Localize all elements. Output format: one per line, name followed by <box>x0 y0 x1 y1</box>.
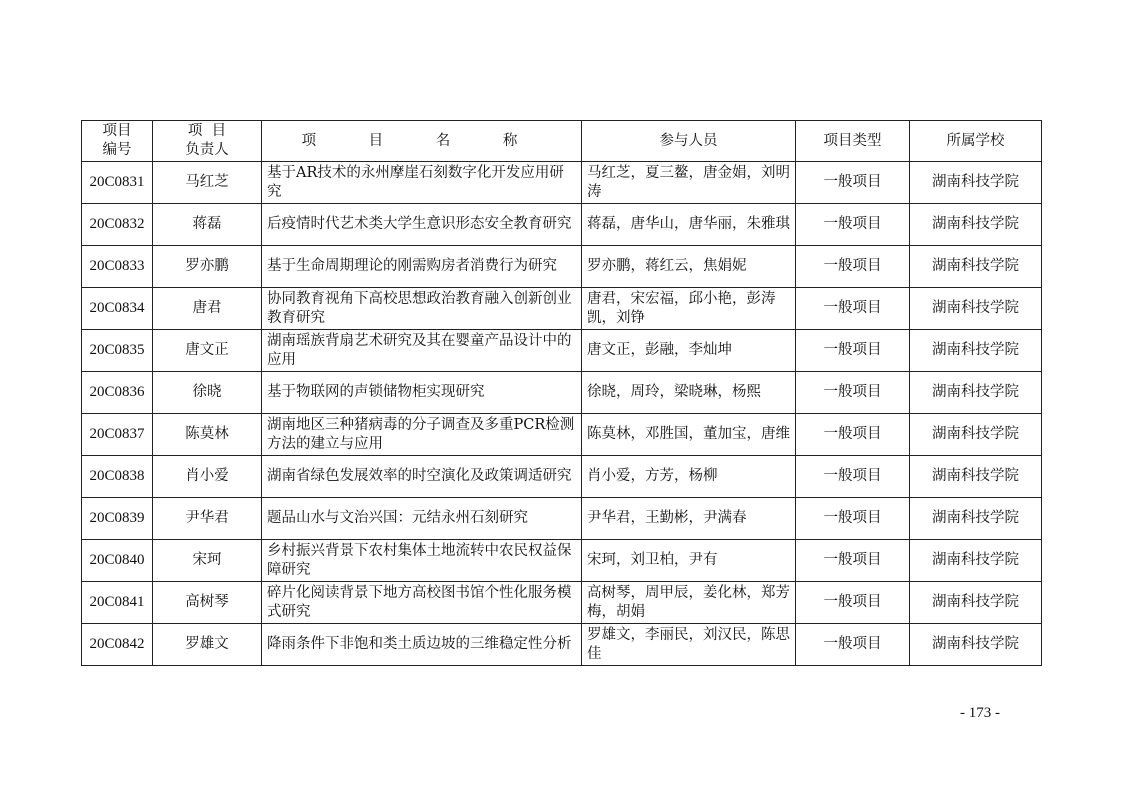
cell-members: 蒋磊，唐华山，唐华丽，朱雅琪 <box>582 204 796 246</box>
cell-project-code: 20C0832 <box>82 204 153 246</box>
cell-school: 湖南科技学院 <box>910 624 1042 666</box>
cell-project-leader: 蒋磊 <box>153 204 262 246</box>
cell-project-type: 一般项目 <box>796 162 910 204</box>
header-project-leader-line2: 负责人 <box>185 142 229 158</box>
cell-project-name: 后疫情时代艺术类大学生意识形态安全教育研究 <box>262 204 582 246</box>
cell-project-type: 一般项目 <box>796 204 910 246</box>
cell-project-type: 一般项目 <box>796 624 910 666</box>
cell-school: 湖南科技学院 <box>910 204 1042 246</box>
cell-members: 马红芝，夏三鳌，唐金娟，刘明涛 <box>582 162 796 204</box>
cell-school: 湖南科技学院 <box>910 414 1042 456</box>
cell-members: 罗亦鹏，蒋红云，焦娟妮 <box>582 246 796 288</box>
table-row <box>82 372 1042 414</box>
header-project-type: 项目类型 <box>796 121 910 162</box>
header-members: 参与人员 <box>582 121 796 162</box>
cell-project-type: 一般项目 <box>796 372 910 414</box>
table-body <box>82 162 1042 666</box>
cell-project-code: 20C0835 <box>82 330 153 372</box>
cell-project-leader: 高树琴 <box>153 582 262 624</box>
cell-project-type: 一般项目 <box>796 540 910 582</box>
header-project-leader <box>153 121 262 162</box>
cell-members: 罗雄文，李丽民，刘汉民，陈思佳 <box>582 624 796 666</box>
cell-project-name: 基于AR技术的永州摩崖石刻数字化开发应用研究 <box>262 162 582 204</box>
cell-project-leader: 陈莫林 <box>153 414 262 456</box>
header-school: 所属学校 <box>910 121 1042 162</box>
cell-project-name: 乡村振兴背景下农村集体土地流转中农民权益保障研究 <box>262 540 582 582</box>
cell-project-name: 降雨条件下非饱和类土质边坡的三维稳定性分析 <box>262 624 582 666</box>
table-row <box>82 414 1042 456</box>
cell-project-type: 一般项目 <box>796 456 910 498</box>
table-row <box>82 456 1042 498</box>
cell-project-leader: 徐晓 <box>153 372 262 414</box>
cell-project-code: 20C0831 <box>82 162 153 204</box>
cell-project-type: 一般项目 <box>796 330 910 372</box>
header-project-leader-line1: 项 目 <box>187 123 227 139</box>
cell-project-name: 基于生命周期理论的刚需购房者消费行为研究 <box>262 246 582 288</box>
table-row <box>82 330 1042 372</box>
cell-project-code: 20C0834 <box>82 288 153 330</box>
cell-school: 湖南科技学院 <box>910 582 1042 624</box>
project-table <box>81 120 1042 666</box>
cell-project-leader: 宋珂 <box>153 540 262 582</box>
cell-members: 宋珂，刘卫柏，尹有 <box>582 540 796 582</box>
cell-project-name: 基于物联网的声锁储物柜实现研究 <box>262 372 582 414</box>
cell-members: 唐君，宋宏福，邱小艳，彭涛凯，刘铮 <box>582 288 796 330</box>
cell-project-code: 20C0833 <box>82 246 153 288</box>
page-number: - 173 - <box>960 705 1000 721</box>
cell-project-leader: 肖小爱 <box>153 456 262 498</box>
cell-project-type: 一般项目 <box>796 498 910 540</box>
cell-project-leader: 罗亦鹏 <box>153 246 262 288</box>
cell-project-name: 题品山水与文治兴国：元结永州石刻研究 <box>262 498 582 540</box>
table-header-row <box>82 121 1042 162</box>
cell-project-leader: 尹华君 <box>153 498 262 540</box>
cell-project-name: 湖南地区三种猪病毒的分子调查及多重PCR检测方法的建立与应用 <box>262 414 582 456</box>
cell-school: 湖南科技学院 <box>910 456 1042 498</box>
cell-school: 湖南科技学院 <box>910 330 1042 372</box>
cell-project-type: 一般项目 <box>796 246 910 288</box>
cell-project-type: 一般项目 <box>796 288 910 330</box>
cell-project-name: 协同教育视角下高校思想政治教育融入创新创业教育研究 <box>262 288 582 330</box>
cell-project-leader: 罗雄文 <box>153 624 262 666</box>
cell-school: 湖南科技学院 <box>910 246 1042 288</box>
cell-project-code: 20C0838 <box>82 456 153 498</box>
cell-project-code: 20C0839 <box>82 498 153 540</box>
cell-project-code: 20C0837 <box>82 414 153 456</box>
cell-school: 湖南科技学院 <box>910 498 1042 540</box>
cell-project-leader: 唐文正 <box>153 330 262 372</box>
cell-project-code: 20C0840 <box>82 540 153 582</box>
cell-project-name: 碎片化阅读背景下地方高校图书馆个性化服务模式研究 <box>262 582 582 624</box>
table-row <box>82 540 1042 582</box>
table-row <box>82 162 1042 204</box>
table-row <box>82 288 1042 330</box>
table-row <box>82 498 1042 540</box>
cell-members: 唐文正，彭融，李灿坤 <box>582 330 796 372</box>
cell-project-type: 一般项目 <box>796 414 910 456</box>
cell-project-code: 20C0836 <box>82 372 153 414</box>
cell-school: 湖南科技学院 <box>910 288 1042 330</box>
cell-school: 湖南科技学院 <box>910 162 1042 204</box>
cell-members: 徐晓，周玲，梁晓琳，杨熙 <box>582 372 796 414</box>
cell-members: 肖小爱，方芳，杨柳 <box>582 456 796 498</box>
cell-project-code: 20C0842 <box>82 624 153 666</box>
table-row <box>82 624 1042 666</box>
cell-members: 陈莫林，邓胜国，董加宝，唐维 <box>582 414 796 456</box>
cell-school: 湖南科技学院 <box>910 540 1042 582</box>
header-project-code <box>82 121 153 162</box>
table-row <box>82 582 1042 624</box>
cell-school: 湖南科技学院 <box>910 372 1042 414</box>
table-row <box>82 246 1042 288</box>
cell-members: 尹华君，王勤彬，尹满春 <box>582 498 796 540</box>
cell-project-code: 20C0841 <box>82 582 153 624</box>
table-row <box>82 204 1042 246</box>
header-project-code-line2: 编号 <box>102 142 132 158</box>
header-project-name-label: 项 目 名 称 <box>301 132 542 149</box>
cell-project-leader: 马红芝 <box>153 162 262 204</box>
cell-project-name: 湖南省绿色发展效率的时空演化及政策调适研究 <box>262 456 582 498</box>
cell-members: 高树琴，周甲辰，姜化林，郑芳梅，胡娟 <box>582 582 796 624</box>
cell-project-type: 一般项目 <box>796 582 910 624</box>
cell-project-name: 湖南瑶族背扇艺术研究及其在婴童产品设计中的应用 <box>262 330 582 372</box>
header-project-name <box>262 121 582 162</box>
header-project-code-line1: 项目 <box>102 123 132 139</box>
cell-project-leader: 唐君 <box>153 288 262 330</box>
